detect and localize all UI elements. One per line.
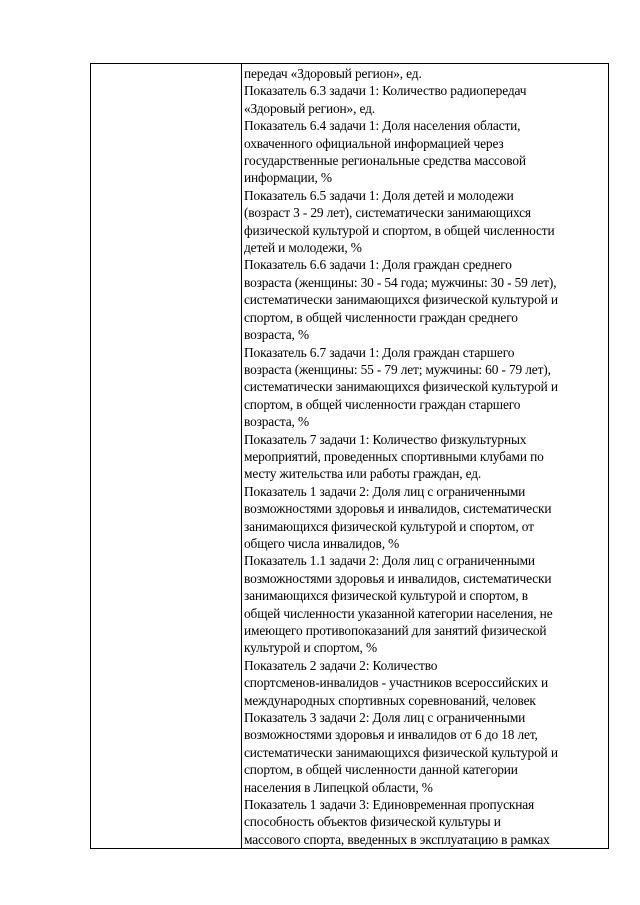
text-line: систематически занимающихся физической культурой и <box>244 292 558 308</box>
text-line: культурой и спортом, % <box>244 640 377 656</box>
text-line: информации, % <box>244 170 332 186</box>
table-cell-left <box>91 64 242 849</box>
text-line: месту жительства или работы граждан, ед. <box>244 466 482 482</box>
text-line: Показатель 2 задачи 2: Количество <box>244 657 438 673</box>
table-cell-right <box>242 64 609 849</box>
text-line: Показатель 6.4 задачи 1: Доля населения области, <box>244 118 521 134</box>
text-line: Показатель 6.5 задачи 1: Доля детей и молодежи <box>244 187 514 203</box>
text-line: Показатель 7 задачи 1: Количество физкультурных <box>244 431 527 447</box>
text-line: государственные региональные средства массовой <box>244 153 526 169</box>
text-line: Показатель 1.1 задачи 2: Доля лиц с ограниченными <box>244 553 535 569</box>
text-line: занимающихся физической культурой и спортом, в <box>244 588 528 604</box>
text-line: возраста (женщины: 55 - 79 лет; мужчины: 60 - 79 лет), <box>244 361 551 377</box>
indicators-table <box>90 63 609 849</box>
text-line: Показатель 6.6 задачи 1: Доля граждан среднего <box>244 257 512 273</box>
text-line: имеющего противопоказаний для занятий физической <box>244 623 547 638</box>
text-line: мероприятий, проведенных спортивными клубами по <box>244 448 544 464</box>
text-line: спортом, в общей численности данной категории <box>244 762 518 778</box>
text-line: систематически занимающихся физической культурой и <box>244 744 558 760</box>
text-line: систематически занимающихся физической культурой и <box>244 379 558 395</box>
text-line: возможностями здоровья и инвалидов, систематически <box>244 501 552 517</box>
left-cell-text <box>91 64 241 65</box>
text-line: передач «Здоровый регион», ед. <box>244 66 422 81</box>
text-line: «Здоровый регион», ед. <box>244 100 375 116</box>
text-line: общего числа инвалидов, % <box>244 535 400 551</box>
text-line: возраста, % <box>244 414 309 430</box>
text-line: возможностями здоровья и инвалидов, систематически <box>244 570 552 586</box>
text-line: Показатель 1 задачи 2: Доля лиц с ограниченными <box>244 483 526 499</box>
text-line: Показатель 6.3 задачи 1: Количество радиопередач <box>244 83 527 99</box>
text-line: возраста, % <box>244 327 309 343</box>
text-line: физической культурой и спортом, в общей численности <box>244 222 555 238</box>
text-line: общей численности указанной категории населения, не <box>244 605 553 621</box>
text-line: спортсменов-инвалидов - участников всероссийских и <box>244 675 548 691</box>
text-line: Показатель 1 задачи 3: Единовременная пропускная <box>244 797 535 813</box>
text-line: Показатель 3 задачи 2: Доля лиц с ограниченными <box>244 710 526 726</box>
indicator-text <box>242 64 608 848</box>
text-line: Показатель 6.7 задачи 1: Доля граждан старшего <box>244 344 515 360</box>
text-line: (возраст 3 - 29 лет), систематически занимающихся <box>244 205 531 221</box>
text-line: детей и молодежи, % <box>244 240 362 256</box>
text-line: возможностями здоровья и инвалидов от 6 до 18 лет, <box>244 727 538 743</box>
text-line: охваченного официальной информацией через <box>244 135 504 151</box>
text-line: международных спортивных соревнований, человек <box>244 692 536 708</box>
text-line: населения в Липецкой области, % <box>244 779 433 795</box>
text-line: спортом, в общей численности граждан старшего <box>244 396 521 412</box>
text-line: возраста (женщины: 30 - 54 года; мужчины: 30 - 59 лет), <box>244 274 557 290</box>
table-row <box>91 64 609 849</box>
text-line: занимающихся физической культурой и спортом, от <box>244 518 534 534</box>
text-line: спортом, в общей численности граждан среднего <box>244 309 518 325</box>
text-line: массового спорта, введенных в эксплуатацию в рамках <box>244 831 550 847</box>
text-line: способность объектов физической культуры и <box>244 814 501 830</box>
